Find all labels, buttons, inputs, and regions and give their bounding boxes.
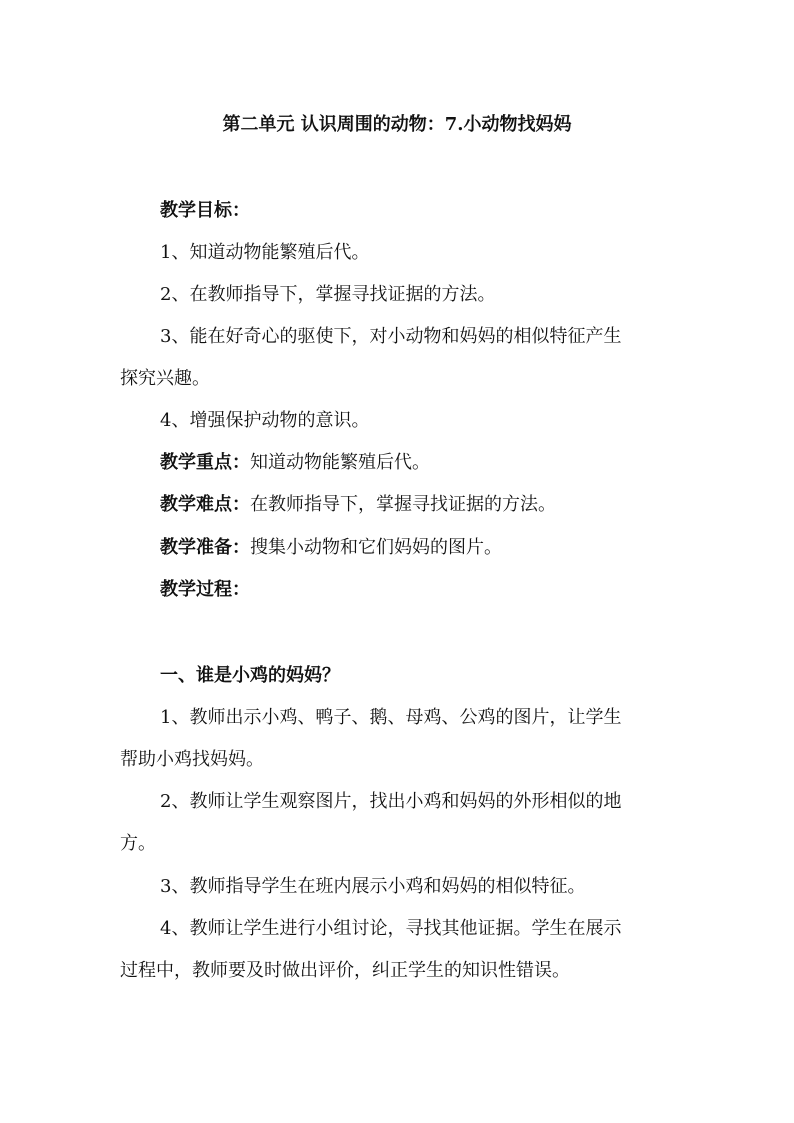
section1-line-1: 1、教师出示小鸡、鸭子、鹅、母鸡、公鸡的图片，让学生 bbox=[160, 707, 622, 728]
objective-item-1: 1、知道动物能繁殖后代。 bbox=[160, 242, 370, 263]
key-point-text: 知道动物能繁殖后代。 bbox=[250, 452, 430, 473]
objective-item-3-continued: 探究兴趣。 bbox=[120, 368, 210, 389]
preparation-text: 搜集小动物和它们妈妈的图片。 bbox=[250, 537, 502, 558]
key-point-label: 教学重点： bbox=[160, 452, 250, 473]
section1-line-3: 2、教师让学生观察图片，找出小鸡和妈妈的外形相似的地 bbox=[160, 791, 622, 812]
objective-item-3: 3、能在好奇心的驱使下，对小动物和妈妈的相似特征产生 bbox=[160, 326, 622, 347]
process-heading: 教学过程： bbox=[160, 579, 250, 600]
section1-heading: 一、谁是小鸡的妈妈？ bbox=[160, 665, 340, 686]
preparation-label: 教学准备： bbox=[160, 537, 250, 558]
section1-line-7: 过程中，教师要及时做出评价，纠正学生的知识性错误。 bbox=[120, 960, 570, 981]
document-title: 第二单元 认识周围的动物：7.小动物找妈妈 bbox=[222, 114, 572, 135]
difficulty-line bbox=[160, 484, 676, 526]
objective-item-2: 2、在教师指导下，掌握寻找证据的方法。 bbox=[160, 284, 496, 305]
section1-line-2: 帮助小鸡找妈妈。 bbox=[120, 749, 264, 770]
difficulty-label: 教学难点： bbox=[160, 494, 250, 515]
difficulty-text: 在教师指导下，掌握寻找证据的方法。 bbox=[250, 494, 556, 515]
objective-item-4: 4、增强保护动物的意识。 bbox=[160, 410, 370, 431]
key-point-line bbox=[160, 442, 676, 484]
objectives-heading: 教学目标： bbox=[160, 200, 250, 221]
section1-line-5: 3、教师指导学生在班内展示小鸡和妈妈的相似特征。 bbox=[160, 876, 586, 897]
preparation-line bbox=[160, 527, 676, 569]
section1-line-4: 方。 bbox=[120, 833, 156, 854]
section1-line-6: 4、教师让学生进行小组讨论，寻找其他证据。学生在展示 bbox=[160, 918, 622, 939]
